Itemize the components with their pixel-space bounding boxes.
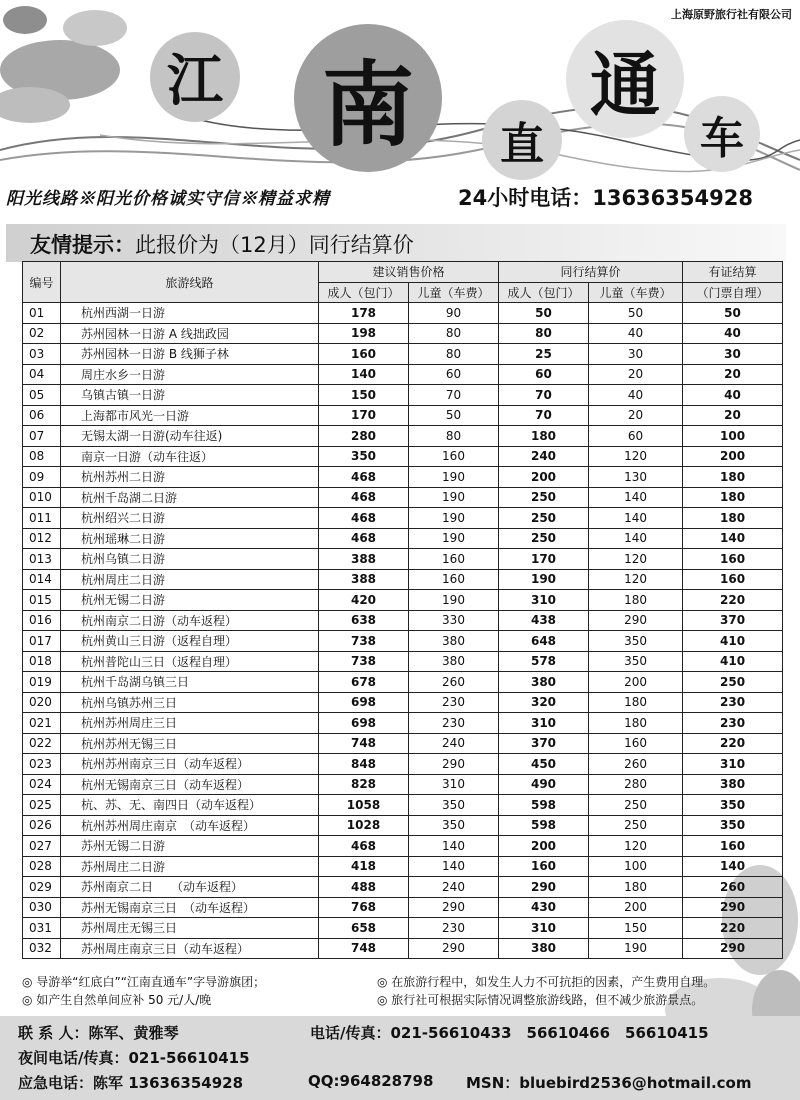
table-row bbox=[23, 303, 783, 324]
row-adult-peer: 200 bbox=[499, 836, 589, 857]
row-adult-suggested: 468 bbox=[319, 836, 409, 857]
row-cert: 370 bbox=[683, 610, 783, 631]
row-child-peer: 250 bbox=[589, 795, 683, 816]
row-route: 乌镇古镇一日游 bbox=[61, 385, 319, 406]
notes bbox=[22, 973, 782, 1009]
petal-shape bbox=[3, 6, 47, 34]
footer-qq: QQ:964828798 bbox=[308, 1072, 434, 1090]
row-child-peer: 350 bbox=[589, 631, 683, 652]
row-route: 苏州周庄无锡三日 bbox=[61, 918, 319, 939]
slogan: 阳光线路※阳光价格诚实守信※精益求精 bbox=[6, 189, 330, 209]
row-child-peer: 190 bbox=[589, 938, 683, 959]
row-adult-suggested: 738 bbox=[319, 631, 409, 652]
row-child-suggested: 90 bbox=[409, 303, 499, 324]
row-adult-peer: 438 bbox=[499, 610, 589, 631]
row-number: 012 bbox=[23, 528, 61, 549]
row-cert: 220 bbox=[683, 918, 783, 939]
row-number: 020 bbox=[23, 692, 61, 713]
row-number: 014 bbox=[23, 569, 61, 590]
row-child-peer: 200 bbox=[589, 672, 683, 693]
row-child-suggested: 190 bbox=[409, 487, 499, 508]
footer-emergency: 应急电话：陈军 13636354928 bbox=[18, 1074, 244, 1092]
row-adult-peer: 70 bbox=[499, 405, 589, 426]
table-row bbox=[23, 733, 783, 754]
row-adult-peer: 380 bbox=[499, 672, 589, 693]
row-number: 011 bbox=[23, 508, 61, 529]
row-adult-suggested: 160 bbox=[319, 344, 409, 365]
table-row bbox=[23, 549, 783, 570]
row-child-suggested: 160 bbox=[409, 569, 499, 590]
row-number: 017 bbox=[23, 631, 61, 652]
row-child-peer: 260 bbox=[589, 754, 683, 775]
price-table bbox=[22, 261, 783, 959]
row-route: 杭州绍兴二日游 bbox=[61, 508, 319, 529]
row-route: 杭州普陀山三日（返程自理） bbox=[61, 651, 319, 672]
row-child-peer: 120 bbox=[589, 569, 683, 590]
row-child-suggested: 60 bbox=[409, 364, 499, 385]
row-route: 杭州苏州南京三日（动车返程） bbox=[61, 754, 319, 775]
row-child-suggested: 230 bbox=[409, 713, 499, 734]
table-row bbox=[23, 918, 783, 939]
row-route: 苏州园林一日游 A 线拙政园 bbox=[61, 323, 319, 344]
row-number: 07 bbox=[23, 426, 61, 447]
table-row bbox=[23, 590, 783, 611]
row-child-suggested: 160 bbox=[409, 549, 499, 570]
row-child-peer: 140 bbox=[589, 528, 683, 549]
row-number: 08 bbox=[23, 446, 61, 467]
table-row bbox=[23, 856, 783, 877]
header-child-suggested: 儿童（车费） bbox=[409, 282, 499, 303]
row-number: 019 bbox=[23, 672, 61, 693]
row-adult-peer: 60 bbox=[499, 364, 589, 385]
footer-night: 夜间电话/传真：021-56610415 bbox=[18, 1049, 250, 1067]
row-adult-suggested: 468 bbox=[319, 467, 409, 488]
table-row bbox=[23, 508, 783, 529]
header-cert-sub: （门票自理） bbox=[683, 282, 783, 303]
title-char-che: 车 bbox=[684, 96, 760, 172]
row-cert: 180 bbox=[683, 467, 783, 488]
row-number: 09 bbox=[23, 467, 61, 488]
row-route: 无锡太湖一日游(动车往返) bbox=[61, 426, 319, 447]
row-cert: 220 bbox=[683, 590, 783, 611]
row-child-peer: 160 bbox=[589, 733, 683, 754]
header-num: 编号 bbox=[23, 262, 61, 303]
row-route: 南京一日游（动车往返） bbox=[61, 446, 319, 467]
table-row bbox=[23, 528, 783, 549]
row-adult-suggested: 828 bbox=[319, 774, 409, 795]
row-child-suggested: 330 bbox=[409, 610, 499, 631]
row-child-peer: 180 bbox=[589, 692, 683, 713]
row-adult-peer: 380 bbox=[499, 938, 589, 959]
row-adult-peer: 320 bbox=[499, 692, 589, 713]
table-row bbox=[23, 651, 783, 672]
row-route: 苏州周庄二日游 bbox=[61, 856, 319, 877]
row-number: 031 bbox=[23, 918, 61, 939]
row-number: 03 bbox=[23, 344, 61, 365]
row-child-suggested: 260 bbox=[409, 672, 499, 693]
row-child-suggested: 190 bbox=[409, 467, 499, 488]
row-cert: 160 bbox=[683, 836, 783, 857]
table-row bbox=[23, 836, 783, 857]
row-adult-suggested: 350 bbox=[319, 446, 409, 467]
footer-phone: 电话/传真：021-56610433 56610466 56610415 bbox=[310, 1024, 709, 1042]
row-child-suggested: 70 bbox=[409, 385, 499, 406]
row-adult-suggested: 468 bbox=[319, 508, 409, 529]
row-number: 026 bbox=[23, 815, 61, 836]
row-cert: 30 bbox=[683, 344, 783, 365]
footer-contact: 联 系 人：陈军、黄雅琴 bbox=[18, 1024, 179, 1042]
note-3: ◎ 如产生自然单间应补 50 元/人/晚 bbox=[22, 993, 212, 1007]
table-row bbox=[23, 877, 783, 898]
row-adult-peer: 648 bbox=[499, 631, 589, 652]
table-row bbox=[23, 774, 783, 795]
row-adult-suggested: 150 bbox=[319, 385, 409, 406]
row-route: 苏州无锡二日游 bbox=[61, 836, 319, 857]
row-number: 010 bbox=[23, 487, 61, 508]
table-row bbox=[23, 754, 783, 775]
row-child-peer: 280 bbox=[589, 774, 683, 795]
row-adult-peer: 370 bbox=[499, 733, 589, 754]
petal-shape bbox=[63, 10, 127, 46]
table-row bbox=[23, 364, 783, 385]
row-adult-suggested: 170 bbox=[319, 405, 409, 426]
row-child-peer: 250 bbox=[589, 815, 683, 836]
row-cert: 350 bbox=[683, 795, 783, 816]
row-route: 杭州无锡二日游 bbox=[61, 590, 319, 611]
row-child-peer: 140 bbox=[589, 508, 683, 529]
row-adult-peer: 310 bbox=[499, 918, 589, 939]
row-route: 杭州无锡南京三日（动车返程） bbox=[61, 774, 319, 795]
row-adult-peer: 598 bbox=[499, 815, 589, 836]
row-adult-suggested: 1058 bbox=[319, 795, 409, 816]
row-child-suggested: 350 bbox=[409, 815, 499, 836]
row-cert: 220 bbox=[683, 733, 783, 754]
row-adult-peer: 50 bbox=[499, 303, 589, 324]
row-adult-peer: 240 bbox=[499, 446, 589, 467]
row-child-suggested: 230 bbox=[409, 918, 499, 939]
row-child-suggested: 190 bbox=[409, 528, 499, 549]
table-row bbox=[23, 795, 783, 816]
row-number: 024 bbox=[23, 774, 61, 795]
header-suggested: 建议销售价格 bbox=[319, 262, 499, 283]
table-row bbox=[23, 610, 783, 631]
row-adult-suggested: 698 bbox=[319, 713, 409, 734]
row-cert: 200 bbox=[683, 446, 783, 467]
row-child-peer: 130 bbox=[589, 467, 683, 488]
header-peer: 同行结算价 bbox=[499, 262, 683, 283]
row-child-suggested: 190 bbox=[409, 590, 499, 611]
table-row bbox=[23, 815, 783, 836]
notice-content: 此报价为（12月）同行结算价 bbox=[135, 233, 414, 257]
row-adult-suggested: 388 bbox=[319, 569, 409, 590]
row-child-suggested: 160 bbox=[409, 446, 499, 467]
row-route: 杭州南京二日游（动车返程） bbox=[61, 610, 319, 631]
title-char-nan: 南 bbox=[294, 24, 442, 172]
row-child-suggested: 310 bbox=[409, 774, 499, 795]
row-adult-peer: 578 bbox=[499, 651, 589, 672]
row-cert: 50 bbox=[683, 303, 783, 324]
note-1: ◎ 导游举“红底白”“江南直通车”字导游旗团； bbox=[22, 975, 266, 989]
row-child-suggested: 290 bbox=[409, 938, 499, 959]
row-adult-peer: 25 bbox=[499, 344, 589, 365]
row-child-peer: 100 bbox=[589, 856, 683, 877]
row-number: 021 bbox=[23, 713, 61, 734]
row-child-peer: 40 bbox=[589, 323, 683, 344]
table-row bbox=[23, 426, 783, 447]
row-child-peer: 290 bbox=[589, 610, 683, 631]
row-child-peer: 140 bbox=[589, 487, 683, 508]
row-child-peer: 120 bbox=[589, 549, 683, 570]
table-row bbox=[23, 631, 783, 652]
table-row bbox=[23, 405, 783, 426]
row-route: 苏州周庄南京三日（动车返程） bbox=[61, 938, 319, 959]
row-child-peer: 50 bbox=[589, 303, 683, 324]
title-char-tong: 通 bbox=[566, 20, 684, 138]
row-number: 022 bbox=[23, 733, 61, 754]
row-cert: 250 bbox=[683, 672, 783, 693]
row-number: 04 bbox=[23, 364, 61, 385]
row-number: 029 bbox=[23, 877, 61, 898]
row-adult-peer: 80 bbox=[499, 323, 589, 344]
row-route: 杭州千岛湖二日游 bbox=[61, 487, 319, 508]
note-2: ◎ 在旅游行程中，如发生人力不可抗拒的因素，产生费用自理。 bbox=[377, 975, 716, 989]
row-cert: 230 bbox=[683, 692, 783, 713]
row-number: 016 bbox=[23, 610, 61, 631]
row-route: 杭州乌镇苏州三日 bbox=[61, 692, 319, 713]
row-child-suggested: 80 bbox=[409, 426, 499, 447]
row-adult-suggested: 488 bbox=[319, 877, 409, 898]
row-adult-suggested: 280 bbox=[319, 426, 409, 447]
row-route: 苏州园林一日游 B 线狮子林 bbox=[61, 344, 319, 365]
row-number: 013 bbox=[23, 549, 61, 570]
row-route: 杭州黄山三日游（返程自理） bbox=[61, 631, 319, 652]
row-cert: 350 bbox=[683, 815, 783, 836]
table-body bbox=[23, 303, 783, 959]
row-adult-suggested: 388 bbox=[319, 549, 409, 570]
table-row bbox=[23, 713, 783, 734]
row-adult-peer: 200 bbox=[499, 467, 589, 488]
header-banner bbox=[0, 0, 800, 180]
row-route: 杭州乌镇二日游 bbox=[61, 549, 319, 570]
row-number: 025 bbox=[23, 795, 61, 816]
row-route: 杭州苏州周庄三日 bbox=[61, 713, 319, 734]
row-adult-suggested: 178 bbox=[319, 303, 409, 324]
row-route: 杭州苏州无锡三日 bbox=[61, 733, 319, 754]
row-route: 上海都市风光一日游 bbox=[61, 405, 319, 426]
row-number: 01 bbox=[23, 303, 61, 324]
row-number: 032 bbox=[23, 938, 61, 959]
row-adult-peer: 190 bbox=[499, 569, 589, 590]
row-number: 02 bbox=[23, 323, 61, 344]
table-row bbox=[23, 897, 783, 918]
row-cert: 180 bbox=[683, 487, 783, 508]
row-route: 苏州南京二日 （动车返程） bbox=[61, 877, 319, 898]
row-number: 023 bbox=[23, 754, 61, 775]
row-cert: 160 bbox=[683, 549, 783, 570]
row-adult-peer: 598 bbox=[499, 795, 589, 816]
row-child-peer: 180 bbox=[589, 877, 683, 898]
notice-text bbox=[30, 229, 414, 259]
row-adult-suggested: 698 bbox=[319, 692, 409, 713]
row-adult-suggested: 848 bbox=[319, 754, 409, 775]
row-route: 苏州无锡南京三日 （动车返程） bbox=[61, 897, 319, 918]
row-cert: 20 bbox=[683, 364, 783, 385]
row-adult-suggested: 1028 bbox=[319, 815, 409, 836]
table-row bbox=[23, 446, 783, 467]
row-child-suggested: 190 bbox=[409, 508, 499, 529]
row-child-suggested: 290 bbox=[409, 897, 499, 918]
row-child-peer: 20 bbox=[589, 405, 683, 426]
row-child-suggested: 230 bbox=[409, 692, 499, 713]
row-adult-suggested: 140 bbox=[319, 364, 409, 385]
table-row bbox=[23, 385, 783, 406]
table-row bbox=[23, 692, 783, 713]
row-number: 027 bbox=[23, 836, 61, 857]
row-child-peer: 200 bbox=[589, 897, 683, 918]
row-child-suggested: 350 bbox=[409, 795, 499, 816]
table-row bbox=[23, 672, 783, 693]
row-adult-peer: 250 bbox=[499, 487, 589, 508]
row-route: 杭州西湖一日游 bbox=[61, 303, 319, 324]
row-cert: 180 bbox=[683, 508, 783, 529]
row-cert: 40 bbox=[683, 323, 783, 344]
table-row bbox=[23, 487, 783, 508]
row-route: 周庄水乡一日游 bbox=[61, 364, 319, 385]
table-row bbox=[23, 344, 783, 365]
notice-label: 友情提示： bbox=[30, 233, 135, 257]
header-child-peer: 儿童（车费） bbox=[589, 282, 683, 303]
row-adult-suggested: 748 bbox=[319, 938, 409, 959]
row-route: 杭、苏、无、南四日（动车返程） bbox=[61, 795, 319, 816]
row-adult-suggested: 658 bbox=[319, 918, 409, 939]
row-cert: 230 bbox=[683, 713, 783, 734]
row-adult-suggested: 418 bbox=[319, 856, 409, 877]
row-cert: 140 bbox=[683, 856, 783, 877]
row-child-peer: 40 bbox=[589, 385, 683, 406]
row-adult-suggested: 768 bbox=[319, 897, 409, 918]
row-child-suggested: 380 bbox=[409, 651, 499, 672]
row-child-peer: 120 bbox=[589, 446, 683, 467]
table-row bbox=[23, 467, 783, 488]
row-child-suggested: 140 bbox=[409, 836, 499, 857]
note-4: ◎ 旅行社可根据实际情况调整旅游线路，但不减少旅游景点。 bbox=[377, 993, 704, 1007]
row-child-peer: 350 bbox=[589, 651, 683, 672]
row-cert: 160 bbox=[683, 569, 783, 590]
company-name: 上海原野旅行社有限公司 bbox=[671, 8, 792, 21]
title-char-zhi: 直 bbox=[482, 100, 562, 180]
row-child-suggested: 240 bbox=[409, 733, 499, 754]
row-number: 028 bbox=[23, 856, 61, 877]
table-row bbox=[23, 938, 783, 959]
row-child-suggested: 380 bbox=[409, 631, 499, 652]
row-adult-peer: 490 bbox=[499, 774, 589, 795]
row-adult-peer: 290 bbox=[499, 877, 589, 898]
hotline: 24小时电话：13636354928 bbox=[458, 186, 753, 210]
row-child-peer: 150 bbox=[589, 918, 683, 939]
row-number: 05 bbox=[23, 385, 61, 406]
row-route: 杭州周庄二日游 bbox=[61, 569, 319, 590]
row-child-suggested: 50 bbox=[409, 405, 499, 426]
row-cert: 20 bbox=[683, 405, 783, 426]
row-cert: 310 bbox=[683, 754, 783, 775]
row-child-peer: 180 bbox=[589, 713, 683, 734]
row-cert: 140 bbox=[683, 528, 783, 549]
row-cert: 410 bbox=[683, 631, 783, 652]
row-adult-suggested: 468 bbox=[319, 487, 409, 508]
header-adult-suggested: 成人（包门） bbox=[319, 282, 409, 303]
row-adult-peer: 170 bbox=[499, 549, 589, 570]
row-cert: 290 bbox=[683, 938, 783, 959]
row-child-suggested: 240 bbox=[409, 877, 499, 898]
row-child-suggested: 290 bbox=[409, 754, 499, 775]
row-cert: 100 bbox=[683, 426, 783, 447]
row-child-peer: 120 bbox=[589, 836, 683, 857]
row-adult-peer: 160 bbox=[499, 856, 589, 877]
row-cert: 410 bbox=[683, 651, 783, 672]
row-adult-peer: 180 bbox=[499, 426, 589, 447]
row-child-peer: 60 bbox=[589, 426, 683, 447]
title-char-jiang: 江 bbox=[150, 32, 240, 122]
row-number: 018 bbox=[23, 651, 61, 672]
row-adult-suggested: 198 bbox=[319, 323, 409, 344]
row-cert: 260 bbox=[683, 877, 783, 898]
row-number: 015 bbox=[23, 590, 61, 611]
row-cert: 290 bbox=[683, 897, 783, 918]
row-route: 杭州瑶琳二日游 bbox=[61, 528, 319, 549]
row-adult-suggested: 738 bbox=[319, 651, 409, 672]
row-child-peer: 30 bbox=[589, 344, 683, 365]
footer-msn: MSN：bluebird2536@hotmail.com bbox=[466, 1074, 752, 1092]
row-number: 06 bbox=[23, 405, 61, 426]
row-adult-peer: 430 bbox=[499, 897, 589, 918]
row-adult-suggested: 420 bbox=[319, 590, 409, 611]
row-child-suggested: 80 bbox=[409, 344, 499, 365]
row-adult-peer: 250 bbox=[499, 508, 589, 529]
row-adult-peer: 310 bbox=[499, 713, 589, 734]
header-adult-peer: 成人（包门） bbox=[499, 282, 589, 303]
row-adult-peer: 450 bbox=[499, 754, 589, 775]
row-adult-suggested: 678 bbox=[319, 672, 409, 693]
row-child-suggested: 140 bbox=[409, 856, 499, 877]
row-adult-suggested: 468 bbox=[319, 528, 409, 549]
row-route: 杭州千岛湖乌镇三日 bbox=[61, 672, 319, 693]
header-cert: 有证结算 bbox=[683, 262, 783, 283]
table-row bbox=[23, 569, 783, 590]
row-adult-peer: 250 bbox=[499, 528, 589, 549]
row-cert: 380 bbox=[683, 774, 783, 795]
row-adult-suggested: 748 bbox=[319, 733, 409, 754]
row-child-peer: 20 bbox=[589, 364, 683, 385]
row-child-peer: 180 bbox=[589, 590, 683, 611]
row-adult-peer: 310 bbox=[499, 590, 589, 611]
row-adult-suggested: 638 bbox=[319, 610, 409, 631]
row-child-suggested: 80 bbox=[409, 323, 499, 344]
row-route: 杭州苏州二日游 bbox=[61, 467, 319, 488]
table-row bbox=[23, 323, 783, 344]
row-cert: 40 bbox=[683, 385, 783, 406]
row-adult-peer: 70 bbox=[499, 385, 589, 406]
header-route: 旅游线路 bbox=[61, 262, 319, 303]
row-number: 030 bbox=[23, 897, 61, 918]
row-route: 杭州苏州周庄南京 （动车返程） bbox=[61, 815, 319, 836]
